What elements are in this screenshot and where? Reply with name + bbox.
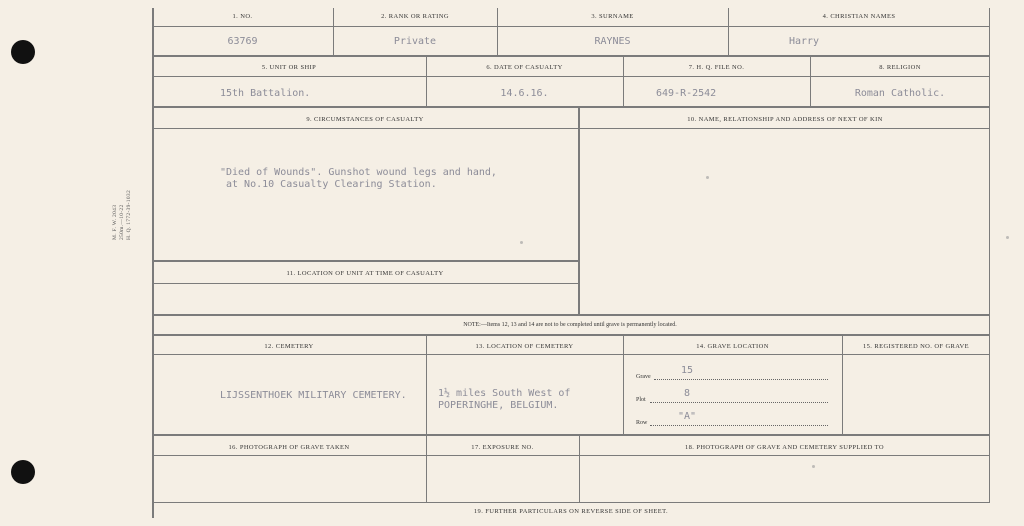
row-dotline (650, 425, 828, 426)
row4-bottom (152, 434, 990, 436)
header-hq-file: 7. H. Q. FILE NO. (688, 64, 745, 71)
header-surname: 3. SURNAME (591, 13, 634, 20)
note-text: NOTE:—Items 12, 13 and 14 are not to be completed until grave is permanently located. (463, 322, 677, 328)
paper-speck (706, 176, 709, 179)
row-label: Row (636, 420, 648, 426)
header-location-of-cemetery: 13. LOCATION OF CEMETERY (475, 343, 574, 350)
header-no: 1. NO. (232, 13, 253, 20)
binder-hole-top (11, 40, 35, 64)
header-circumstances: 9. CIRCUMSTANCES OF CASUALTY (306, 116, 424, 123)
header-rank: 2. RANK OR RATING (381, 13, 449, 20)
value-grave: 15 (680, 365, 694, 376)
paper-speck (520, 241, 523, 244)
value-no: 63769 (227, 36, 258, 47)
value-cemetery: LIJSSENTHOEK MILITARY CEMETERY. (220, 390, 407, 401)
header-exposure: 17. EXPOSURE NO. (471, 444, 534, 451)
value-plot: 8 (683, 388, 691, 399)
binder-hole-bottom (11, 460, 35, 484)
row2-divider (152, 76, 990, 77)
footer-further-particulars: 19. FURTHER PARTICULARS ON REVERSE SIDE OF SHEET. (473, 508, 669, 515)
header-cemetery: 12. CEMETERY (264, 343, 314, 350)
row3-col-sep (578, 108, 580, 314)
header-unit: 5. UNIT OR SHIP (261, 64, 317, 71)
location-unit-top (152, 260, 578, 262)
row1-bottom (152, 55, 990, 57)
value-location-line-1: 1½ miles South West of (438, 388, 571, 399)
paper-speck (812, 465, 815, 468)
grave-label: Grave (636, 374, 651, 380)
value-row: "A" (677, 411, 697, 422)
paper-speck (1006, 236, 1009, 239)
row2-bottom (152, 106, 990, 108)
row4-col-sep-1 (426, 336, 427, 434)
header-photo-taken: 16. PHOTOGRAPH OF GRAVE TAKEN (228, 444, 350, 451)
form-code-line-2: 250m.—10-22 (119, 204, 125, 240)
value-christian-names: Harry (788, 36, 820, 47)
row3-header-divider (152, 128, 990, 129)
row1-divider (152, 26, 990, 27)
value-rank: Private (393, 36, 437, 47)
form-code-margin (112, 160, 133, 240)
value-hq-file: 649-R-2542 (656, 88, 717, 99)
header-grave-location: 14. GRAVE LOCATION (696, 343, 769, 350)
plot-label: Plot (636, 397, 646, 403)
note-top (152, 314, 990, 316)
header-christian-names: 4. CHRISTIAN NAMES (822, 13, 896, 20)
header-registered-no: 15. REGISTERED NO. OF GRAVE (862, 343, 970, 350)
note-bottom (152, 334, 990, 336)
form-code-line-1: M. F. W. 2043 (112, 204, 118, 240)
header-religion: 8. RELIGION (879, 64, 921, 71)
grave-dotline (654, 379, 828, 380)
header-next-of-kin: 10. NAME, RELATIONSHIP AND ADDRESS OF NEXT OF KIN (687, 116, 883, 123)
plot-dotline (650, 402, 828, 403)
row5-bottom (152, 502, 990, 503)
header-photo-supplied: 18. PHOTOGRAPH OF GRAVE AND CEMETERY SUPPLIED TO (684, 444, 885, 451)
value-religion: Roman Catholic. (854, 88, 946, 99)
row4-col-sep-2 (623, 336, 624, 434)
row5-header-divider (152, 455, 990, 456)
value-circumstances-line-1: "Died of Wounds". Gunshot wound legs and hand, (220, 167, 497, 178)
form-code-line-3: H. Q. 1772-39-1032 (126, 189, 132, 240)
value-location-line-2: POPERINGHE, BELGIUM. (438, 400, 559, 411)
header-location-of-unit: 11. LOCATION OF UNIT AT TIME OF CASUALTY (286, 270, 444, 277)
value-unit: 15th Battalion. (220, 88, 311, 99)
value-surname: RAYNES (594, 36, 631, 47)
row4-col-sep-3 (842, 336, 843, 434)
value-date: 14.6.16. (500, 88, 549, 99)
right-border (989, 8, 990, 502)
header-date: 6. DATE OF CASUALTY (486, 64, 563, 71)
row4-header-divider (152, 354, 990, 355)
location-unit-divider (152, 283, 578, 284)
left-border (152, 8, 154, 518)
value-circumstances-line-2: at No.10 Casualty Clearing Station. (226, 179, 437, 190)
